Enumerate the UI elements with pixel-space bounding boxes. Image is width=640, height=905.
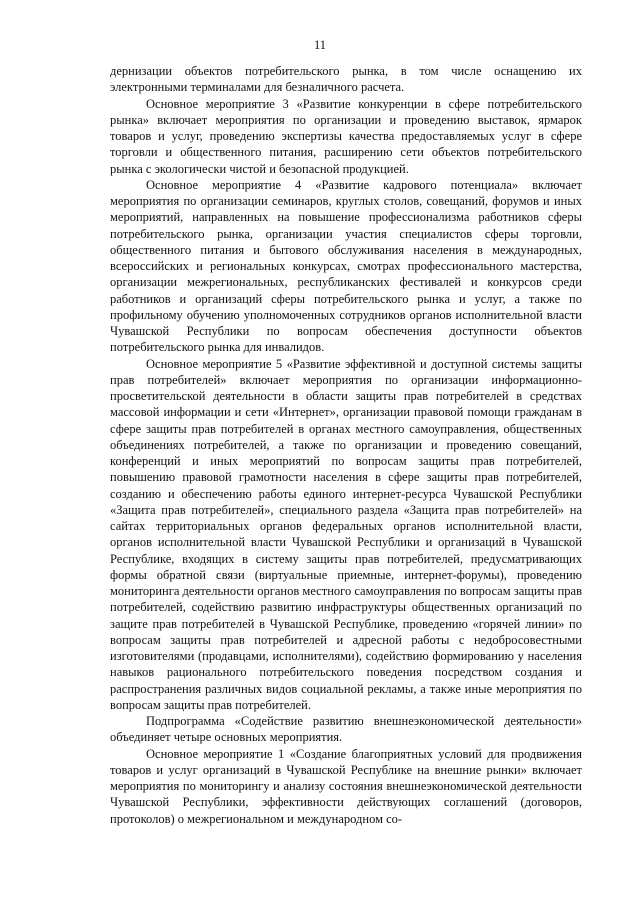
page-number: 11	[313, 38, 327, 52]
paragraph-main-measure-4: Основное мероприятие 4 «Развитие кадрового потенциала» включает мероприятия по организации семинаров, круглых столов, совещаний, форумов и иных мероприятий, направленных на повышение профессионализма работников сферы потребительского рынка, организации участия специалистов сферы торговли, общественного питания и бытового обслуживания населения в международных, всероссийских и региональных конкурсах, смотрах профессионального мастерства, организации межрегиональных, республиканских фестивалей и конкурсов среди работников и организаций сферы потребительского рынка и услуг, а также по профильному обучению уполномоченных сотрудников органов исполнительной власти Чувашской Республики по вопросам обеспечения доступности объектов потребительского рынка для инвалидов.	[110, 177, 582, 355]
paragraph-main-measure-5: Основное мероприятие 5 «Развитие эффективной и доступной системы защиты прав потребителей» включает мероприятия по организации информационно-просветительской деятельности в области защиты прав потребителей в средствах массовой информации и сети «Интернет», организации правовой помощи гражданам в сфере защиты прав потребителей в органах местного самоуправления, общественных объединениях потребителей, а также по организации и проведению совещаний, конференций и иных мероприятий по вопросам защиты прав потребителей, повышению правовой грамотности населения в сфере защиты прав потребителей, созданию и обеспечению работы единого интернет-ресурса Чувашской Республики «Защита прав потребителей», специального раздела «Защита прав потребителей» на сайтах территориальных органов федеральных органов исполнительной власти, органов исполнительной власти Чувашской Республики и организаций в Чувашской Республике, входящих в систему защиты прав потребителей, предусматривающих формы обратной связи (виртуальные приемные, интернет-форумы), проведению мониторинга деятельности органов местного самоуправления по вопросам защиты прав потребителей, содействию развитию инфраструктуры общественных организаций по защите прав потребителей в Чувашской Республике, проведению «горячей линии» по вопросам защиты прав потребителей и адресной работы с недобросовестными изготовителями (продавцами, исполнителями), содействию формированию у населения навыков рационального потребительского поведения посредством создания и распространения различных видов социальной рекламы, а также иные мероприятия по вопросам защиты прав потребителей.	[110, 356, 582, 712]
paragraph-main-measure-3: Основное мероприятие 3 «Развитие конкуренции в сфере потребительского рынка» включает мероприятия по организации и проведению выставок, ярмарок товаров и услуг, проведению экспертизы качества предоставляемых услуг в сфере торговли и общественного питания, расширению сети объектов потребительского рынка с экологически чистой и безопасной продукцией.	[110, 96, 582, 176]
paragraph-subprogram: Подпрограмма «Содействие развитию внешнеэкономической деятельности» объединяет четыре основных мероприятия.	[110, 714, 582, 745]
paragraph-continuation: дернизации объектов потребительского рынка, в том числе оснащению их электронными терминалами для безналичного расчета.	[110, 64, 582, 95]
document-body	[110, 63, 582, 827]
paragraph-main-measure-1: Основное мероприятие 1 «Создание благоприятных условий для продвижения товаров и услуг организаций в Чувашской Республике на внешние рынки» включает мероприятия по мониторингу и анализу состояния внешнеэкономической деятельности Чувашской Республики, эффективности действующих соглашений (договоров, протоколов) о межрегиональном и международном со-	[110, 746, 582, 826]
